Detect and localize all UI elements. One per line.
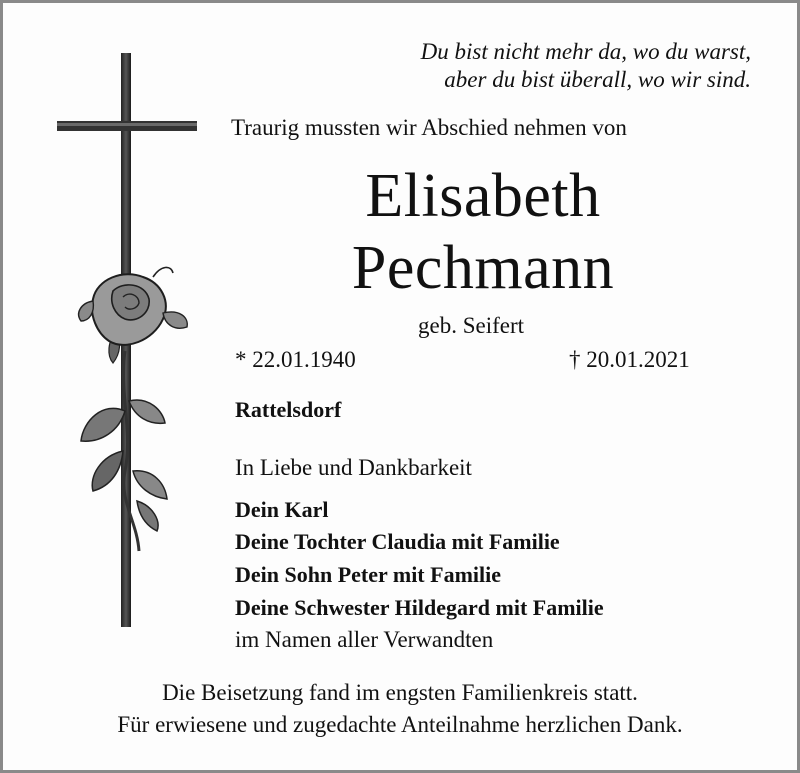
intro-text: Traurig mussten wir Abschied nehmen von (231, 115, 627, 140)
birth-date: * 22.01.1940 (235, 347, 356, 372)
footer-line-1: Die Beisetzung fand im engsten Familienkreis statt. (162, 680, 638, 705)
mourners-closing: im Namen aller Verwandten (235, 627, 494, 652)
death-date: † 20.01.2021 (569, 347, 690, 372)
quote-line-2: aber du bist überall, wo wir sind. (444, 67, 751, 92)
mourner-name: Deine Schwester Hildegard mit Familie (235, 595, 604, 620)
mourner-name: Deine Tochter Claudia mit Familie (235, 529, 560, 554)
quote-line-1: Du bist nicht mehr da, wo du warst, (420, 39, 751, 64)
last-name: Pechmann (351, 234, 615, 302)
footer-line-2: Für erwiesene und zugedachte Anteilnahme herzlichen Dank. (117, 712, 683, 737)
mourners-intro: In Liebe und Dankbarkeit (235, 455, 472, 480)
mourner-name: Dein Karl (235, 497, 329, 522)
cross-icon (53, 51, 203, 631)
mourner-name: Dein Sohn Peter mit Familie (235, 562, 501, 587)
birth-name: geb. Seifert (418, 313, 525, 338)
place: Rattelsdorf (235, 397, 342, 422)
first-name: Elisabeth (365, 162, 601, 230)
rose-icon (79, 267, 188, 551)
